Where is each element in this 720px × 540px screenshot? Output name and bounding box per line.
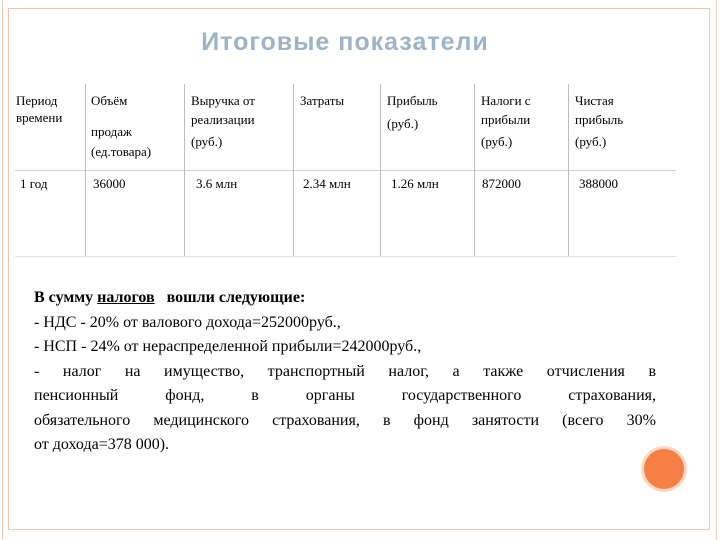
column-separator [568,84,569,256]
header-profit [387,92,438,135]
right-border-line [716,0,717,540]
page-title: Итоговые показатели [201,28,489,56]
column-separator [85,84,86,256]
column-separator [184,84,185,256]
header-taxes-line3: (руб.) [481,134,513,149]
column-separator [380,84,381,256]
cell-revenue: 3.6 млн [196,176,238,191]
note-vat: - НДС - 20% от валового дохода=252000руб., [34,313,341,331]
header-net-profit [575,92,623,153]
header-net-line3: (руб.) [575,134,607,149]
intro-prefix: В сумму [34,289,98,306]
header-revenue [191,92,255,153]
header-revenue-line3: (руб.) [191,134,223,149]
header-costs [300,92,344,109]
header-volume [91,92,151,160]
column-separator [474,84,475,256]
note-other-line4: от дохода=378 000). [34,436,170,453]
header-volume-line3: (ед.товара) [91,144,152,159]
header-net-line2: прибыль [575,112,624,127]
note-other-line2: пенсионный фонд, в органы государственного страхования, [34,387,656,404]
header-costs-line1: Затраты [300,93,345,108]
note-nsp: - НСП - 24% от нераспределенной прибыли=242000руб., [34,338,422,355]
header-period-line2: времени [16,110,63,125]
header-period-line1: Период [16,93,58,108]
header-period [16,92,62,126]
table-header-divider [15,170,676,171]
note-other-line3: обязательного медицинского страхования, в фонд занятости (всего 30% [34,411,656,429]
cell-costs: 2.34 млн [303,176,351,191]
header-volume-line2: продаж [91,124,132,139]
header-taxes [481,92,531,153]
header-revenue-line1: Выручка от [191,93,255,108]
note-other-line1: - налог на имуществ​о, транспортный налог, а также отчисления в [34,362,656,380]
intro-suffix: вошли следующие: [154,289,306,306]
taxes-link[interactable]: налогов [97,289,155,306]
cell-taxes: 872000 [482,176,521,191]
cell-profit: 1.26 млн [391,176,439,191]
cell-net-profit: 388000 [579,176,618,191]
left-border-line [2,0,3,540]
header-net-line1: Чистая [575,93,614,108]
cell-volume: 36000 [93,176,126,191]
notes-intro [34,286,656,311]
header-profit-line1: Прибыль [387,93,438,108]
decorative-circle [641,446,687,492]
header-revenue-line2: реализации [191,112,255,127]
header-volume-line1: Объём [91,93,128,108]
header-volume-spacer [91,109,151,123]
table-bottom-line [15,256,676,257]
cell-period: 1 год [20,176,48,191]
header-taxes-line1: Налоги с [481,93,531,108]
header-taxes-line2: прибыли [481,112,531,127]
tax-notes [34,286,656,458]
column-separator [293,84,294,256]
header-profit-line2: (руб.) [387,116,419,131]
